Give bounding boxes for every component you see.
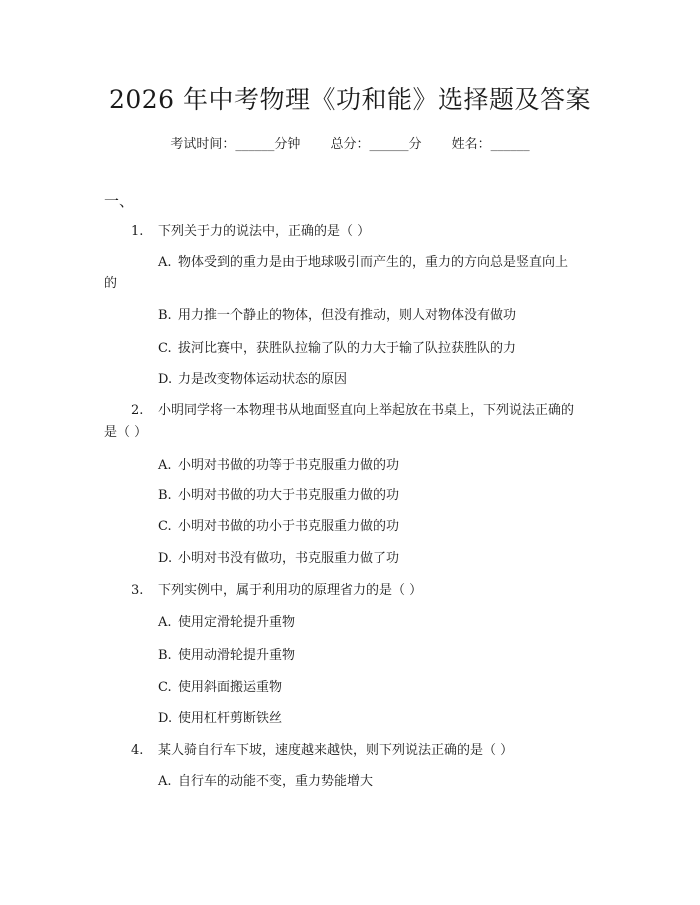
option-label: A. xyxy=(158,615,172,630)
option-text: 力是改变物体运动状态的原因 xyxy=(178,372,348,387)
question-number: 1. xyxy=(131,224,144,239)
option-text: 小明对书没有做功，书克服重力做了功 xyxy=(178,551,400,566)
total-score-field: 总分：______分 xyxy=(330,137,422,152)
question-2 xyxy=(131,402,574,420)
option-label: D. xyxy=(158,551,173,566)
question-2-option-c xyxy=(158,518,399,536)
option-text: 用力推一个静止的物体，但没有推动，则人对物体没有做功 xyxy=(178,308,517,323)
exam-info-line xyxy=(0,133,700,152)
option-text: 拔河比赛中，获胜队拉输了队的力大于输了队拉获胜队的力 xyxy=(178,341,517,356)
question-3-option-b xyxy=(158,647,295,665)
question-1-option-a-continuation: 的 xyxy=(104,276,118,291)
question-2-option-b xyxy=(158,487,399,505)
option-label: C. xyxy=(158,341,172,356)
option-label: C. xyxy=(158,680,172,695)
option-label: C. xyxy=(158,519,172,534)
question-2-option-a xyxy=(158,457,399,475)
option-text: 使用定滑轮提升重物 xyxy=(178,615,296,630)
option-text: 物体受到的重力是由于地球吸引而产生的，重力的方向总是竖直向上 xyxy=(178,255,569,270)
question-1-option-d xyxy=(158,371,347,389)
student-name-field: 姓名：______ xyxy=(451,137,530,152)
question-2-option-d xyxy=(158,550,399,568)
question-text: 下列实例中，属于利用功的原理省力的是（ ） xyxy=(158,583,423,598)
question-4 xyxy=(131,742,513,760)
question-3-option-a xyxy=(158,614,295,632)
option-text: 小明对书做的功等于书克服重力做的功 xyxy=(178,458,400,473)
question-text: 某人骑自行车下坡，速度越来越快，则下列说法正确的是（ ） xyxy=(158,743,514,758)
question-1-option-b xyxy=(158,307,516,325)
question-4-option-a xyxy=(158,773,373,791)
option-text: 小明对书做的功小于书克服重力做的功 xyxy=(178,519,400,534)
option-label: B. xyxy=(158,648,172,663)
exam-time-field: 考试时间：______分钟 xyxy=(170,137,301,152)
question-1-option-a xyxy=(158,254,568,272)
option-label: B. xyxy=(158,308,172,323)
option-label: B. xyxy=(158,488,172,503)
question-3-option-c xyxy=(158,679,282,697)
option-text: 使用斜面搬运重物 xyxy=(178,680,283,695)
option-text: 自行车的动能不变，重力势能增大 xyxy=(178,774,374,789)
question-number: 2. xyxy=(131,403,144,418)
option-label: A. xyxy=(158,774,172,789)
option-label: A. xyxy=(158,458,172,473)
option-text: 使用动滑轮提升重物 xyxy=(178,648,296,663)
document-title: 2026 年中考物理《功和能》选择题及答案 xyxy=(108,85,592,114)
question-text: 小明同学将一本物理书从地面竖直向上举起放在书桌上，下列说法正确的 xyxy=(158,403,575,418)
option-text: 使用杠杆剪断铁丝 xyxy=(178,711,283,726)
question-number: 3. xyxy=(131,583,144,598)
question-3-option-d xyxy=(158,710,282,728)
question-2-continuation: 是（ ） xyxy=(104,425,148,440)
question-text: 下列关于力的说法中，正确的是（ ） xyxy=(158,224,371,239)
question-1 xyxy=(131,223,370,241)
option-label: D. xyxy=(158,711,173,726)
option-label: A. xyxy=(158,255,172,270)
option-text: 小明对书做的功大于书克服重力做的功 xyxy=(178,488,400,503)
section-heading: 一、 xyxy=(104,192,135,210)
question-3 xyxy=(131,582,422,600)
question-number: 4. xyxy=(131,743,144,758)
option-label: D. xyxy=(158,372,173,387)
question-1-option-c xyxy=(158,340,516,358)
